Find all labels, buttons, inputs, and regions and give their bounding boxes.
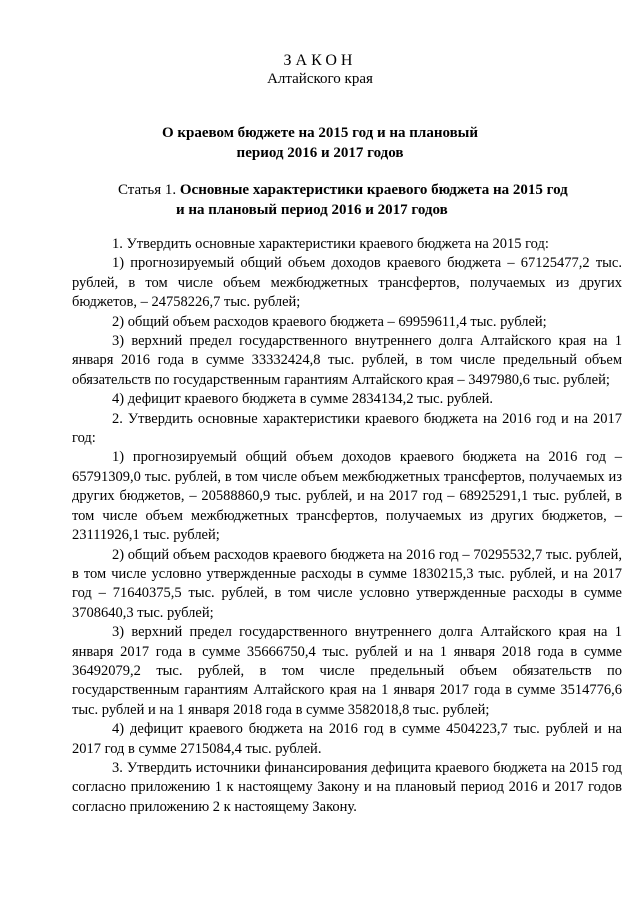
paragraph: 2) общий объем расходов краевого бюджета – 69959611,4 тыс. рублей; xyxy=(112,313,547,330)
law-subject-line-2: период 2016 и 2017 годов xyxy=(236,145,404,161)
paragraph: 3) верхний предел государственного внутреннего долга Алтайского края на 1 января 2016 года в сумме 33332424,8 тыс. рублей, в том числе предельный объем обязательств по государственным гарантиям Алтайского края – 3497980,6 тыс. рублей; xyxy=(72,333,622,388)
paragraph: 3. Утвердить источники финансирования дефицита краевого бюджета на 2015 год согласно приложению 1 к настоящему Закону и на плановый период 2016 и 2017 годов согласно приложению 2 к настоящему Закону. xyxy=(72,759,622,815)
law-title: ЗАКОН xyxy=(283,52,357,69)
article-title-line-2: и на плановый период 2016 и 2017 годов xyxy=(176,202,448,218)
paragraph: 3) верхний предел государственного внутреннего долга Алтайского края на 1 января 2017 года в сумме 35666750,4 тыс. рублей и на 1 января 2018 года в сумме 36492079,2 тыс. рублей, в том числе предельный объем обязательств по государственным гарантиям Алтайского края на 1 января 2017 года в сумме 3514776,6 тыс. рублей и на 1 января 2018 года в сумме 3582018,8 тыс. рублей; xyxy=(72,624,622,718)
law-region: Алтайского края xyxy=(267,71,373,87)
paragraph: 2) общий объем расходов краевого бюджета на 2016 год – 70295532,7 тыс. рублей, в том числе условно утвержденные расходы в сумме 1830215,3 тыс. рублей, и на 2017 год – 71640375,5 тыс. рублей, в том числе условно утвержденные расходы в сумме 3708640,3 тыс. рублей; xyxy=(72,546,622,621)
article-body xyxy=(72,235,622,817)
article-title-line-1: Основные характеристики краевого бюджета на 2015 год xyxy=(179,182,568,198)
law-subject-line-1: О краевом бюджете на 2015 год и на плановый xyxy=(161,125,479,141)
paragraph: 1) прогнозируемый общий объем доходов краевого бюджета на 2016 год – 65791309,0 тыс. рублей, в том числе объем межбюджетных трансфертов, получаемых из других бюджетов, – 20588860,9 тыс. рублей, и на 2017 год – 68925291,1 тыс. рублей, в том числе объем межбюджетных трансфертов, получаемых из других бюджетов, – 23111926,1 тыс. рублей; xyxy=(72,449,622,544)
paragraph: 4) дефицит краевого бюджета на 2016 год в сумме 4504223,7 тыс. рублей и на 2017 год в сумме 2715084,4 тыс. рублей. xyxy=(72,721,622,757)
paragraph: 1) прогнозируемый общий объем доходов краевого бюджета – 67125477,2 тыс. рублей, в том числе объем межбюджетных трансфертов, получаемых из других бюджетов, – 24758226,7 тыс. рублей; xyxy=(72,255,622,311)
paragraph: 4) дефицит краевого бюджета в сумме 2834134,2 тыс. рублей. xyxy=(112,391,494,408)
article-label: Статья 1. xyxy=(118,182,177,198)
paragraph: 2. Утвердить основные характеристики краевого бюджета на 2016 год и на 2017 год: xyxy=(72,410,622,447)
article-heading xyxy=(118,180,598,220)
law-subject xyxy=(0,123,640,163)
paragraph: 1. Утвердить основные характеристики краевого бюджета на 2015 год: xyxy=(112,236,549,252)
